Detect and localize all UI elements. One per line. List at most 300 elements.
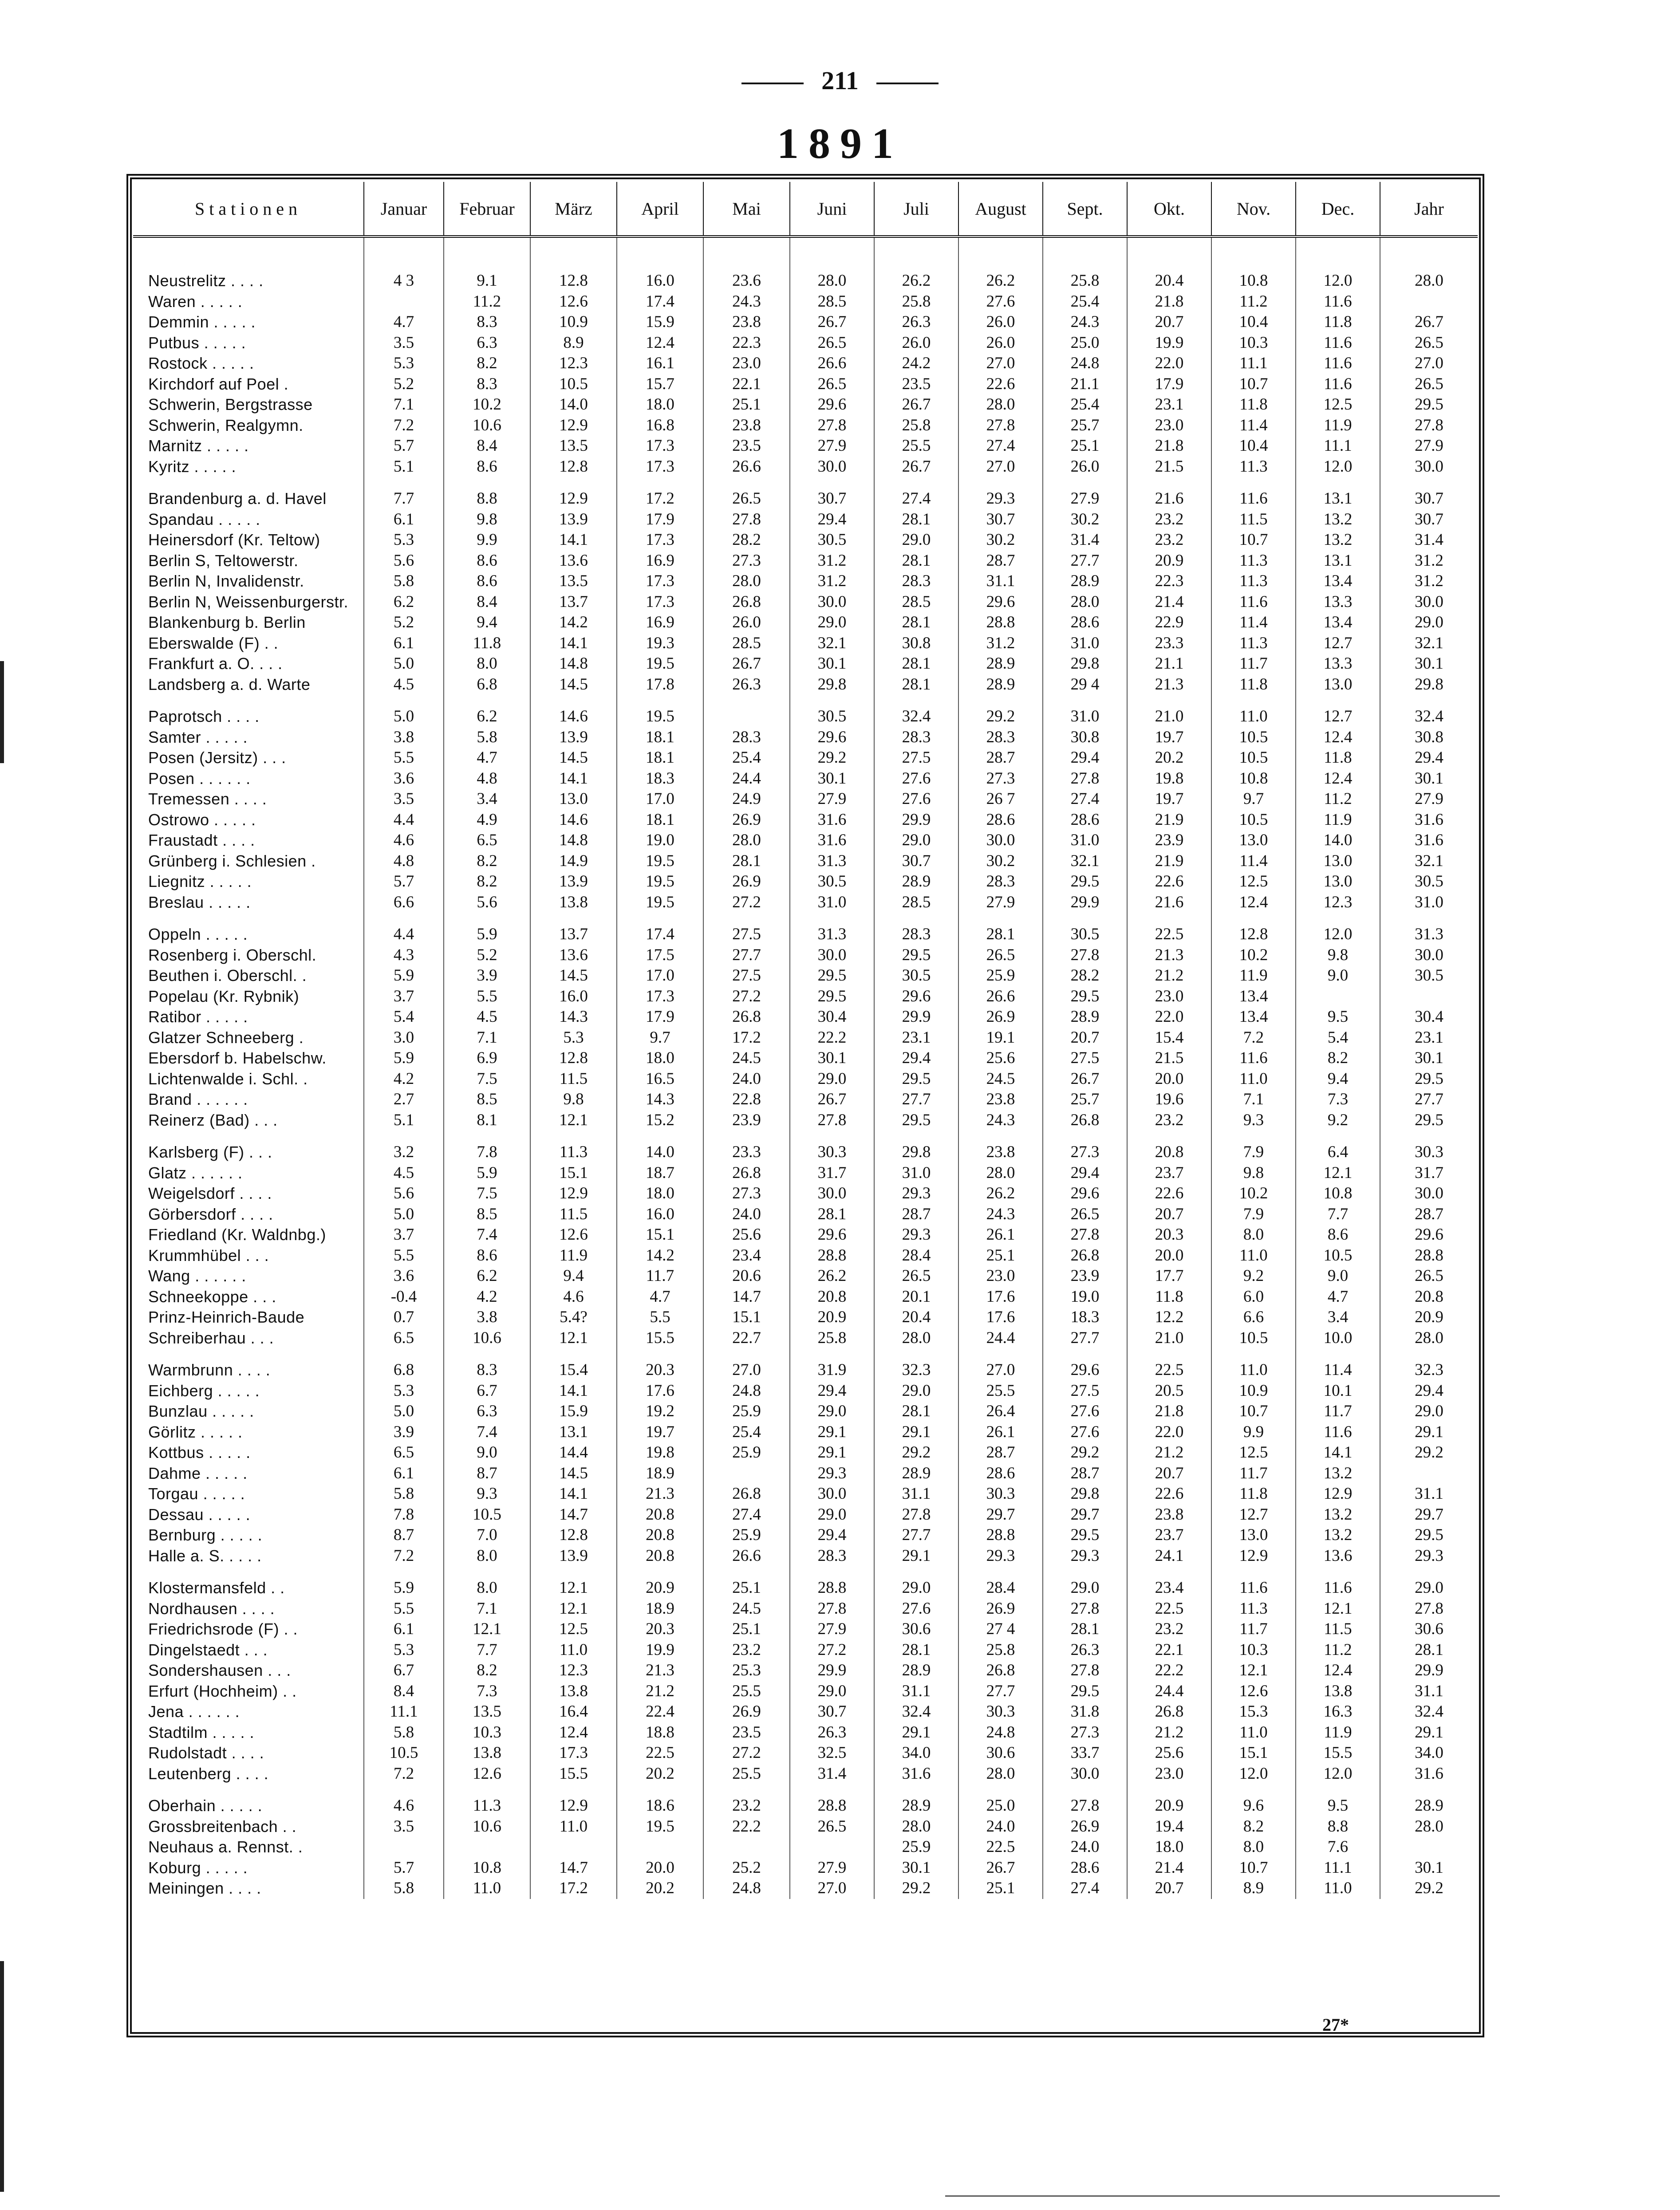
station-row — [133, 374, 1478, 395]
temperature-cell: 27.5 — [703, 913, 790, 945]
temperature-cell: 26.7 — [790, 1089, 874, 1110]
temperature-cell: 28.0 — [1380, 1328, 1478, 1349]
temperature-cell: 30.7 — [874, 851, 958, 872]
temperature-cell: 17.0 — [617, 789, 703, 810]
temperature-cell: 13.4 — [1211, 1007, 1296, 1028]
temperature-cell: 11.3 — [1211, 457, 1296, 477]
station-row — [133, 1089, 1478, 1110]
temperature-cell: 29.4 — [1380, 748, 1478, 768]
temperature-cell: 28.1 — [790, 1204, 874, 1225]
temperature-cell: 20.3 — [617, 1619, 703, 1640]
temperature-cell: 26.5 — [1380, 1266, 1478, 1287]
temperature-cell: 25.9 — [703, 1442, 790, 1463]
temperature-cell: 22.8 — [703, 1089, 790, 1110]
temperature-cell: 14.2 — [617, 1245, 703, 1266]
temperature-cell: 23.3 — [703, 1131, 790, 1163]
station-row — [133, 1816, 1478, 1837]
temperature-cell: 31.9 — [790, 1348, 874, 1381]
temperature-cell: 10.8 — [1211, 768, 1296, 789]
temperature-cell: 30.8 — [1043, 727, 1127, 748]
temperature-cell: 30.1 — [1380, 654, 1478, 674]
temperature-cell: 11.3 — [1211, 1599, 1296, 1619]
temperature-cell: 26.3 — [874, 312, 958, 333]
temperature-cell: 29.8 — [1043, 654, 1127, 674]
temperature-cell: 20.8 — [790, 1287, 874, 1308]
temperature-cell: 29.7 — [1043, 1505, 1127, 1525]
station-name: Lichtenwalde i. Schl. . — [148, 1069, 308, 1088]
temperature-cell: 25.8 — [1043, 236, 1127, 292]
temperature-cell: 30.4 — [1380, 1007, 1478, 1028]
temperature-cell: 23.4 — [703, 1245, 790, 1266]
station-name: Friedland (Kr. Waldnbg.) — [148, 1225, 326, 1244]
temperature-cell: 27.2 — [703, 1743, 790, 1764]
temperature-cell: 31.6 — [1380, 810, 1478, 831]
temperature-cell: 11.0 — [1211, 1069, 1296, 1090]
temperature-cell: 26.5 — [1380, 374, 1478, 395]
temperature-cell: 6.9 — [444, 1048, 530, 1069]
temperature-cell: 30.1 — [1380, 1858, 1478, 1879]
temperature-cell: 27.7 — [874, 1525, 958, 1546]
temperature-cell: 11.7 — [1211, 1619, 1296, 1640]
temperature-cell: 29.1 — [790, 1422, 874, 1443]
temperature-cell: 4.4 — [364, 810, 444, 831]
station-row — [133, 674, 1478, 695]
temperature-cell: 11.3 — [1211, 633, 1296, 654]
temperature-cell: 11.6 — [1296, 374, 1380, 395]
temperature-cell: 30.5 — [790, 695, 874, 727]
station-row — [133, 1505, 1478, 1525]
temperature-cell: 26.5 — [874, 1266, 958, 1287]
temperature-cell: 5.8 — [364, 1878, 444, 1899]
station-name: Posen (Jersitz) . . . — [148, 748, 286, 767]
temperature-cell: 10.5 — [1211, 1328, 1296, 1349]
temperature-cell: 11.0 — [530, 1816, 617, 1837]
temperature-cell: 29.5 — [1043, 871, 1127, 892]
temperature-cell: 22.6 — [1127, 871, 1211, 892]
temperature-cell: 27.0 — [958, 1348, 1043, 1381]
temperature-cell: 6.5 — [444, 830, 530, 851]
temperature-cell: 28.9 — [1380, 1784, 1478, 1816]
temperature-cell: 31.6 — [1380, 1764, 1478, 1785]
temperature-cell: 30.0 — [790, 1484, 874, 1505]
temperature-cell: 19.5 — [617, 654, 703, 674]
temperature-cell: 27.3 — [1043, 1722, 1127, 1743]
temperature-cell: 32.4 — [874, 1702, 958, 1722]
temperature-cell: 13.2 — [1296, 530, 1380, 551]
temperature-cell: 29.9 — [1043, 892, 1127, 913]
temperature-cell: 30.1 — [1380, 1048, 1478, 1069]
temperature-cell: 30.5 — [790, 530, 874, 551]
temperature-cell: 26.1 — [958, 1225, 1043, 1245]
temperature-cell: 10.7 — [1211, 374, 1296, 395]
page-number: 211 — [821, 66, 859, 95]
temperature-cell: 26.5 — [790, 374, 874, 395]
temperature-cell: 27.2 — [790, 1640, 874, 1661]
temperature-cell: 32.1 — [790, 633, 874, 654]
temperature-cell: 24.4 — [703, 768, 790, 789]
temperature-cell: 26.5 — [1043, 1204, 1127, 1225]
temperature-cell: 21.8 — [1127, 436, 1211, 457]
temperature-cell: 12.0 — [1211, 1764, 1296, 1785]
temperature-cell: 26.6 — [790, 353, 874, 374]
temperature-cell: 10.8 — [1211, 236, 1296, 292]
temperature-cell: 13.9 — [530, 871, 617, 892]
temperature-cell: 7.6 — [1296, 1837, 1380, 1858]
temperature-cell: 10.6 — [444, 415, 530, 436]
column-header: Februar — [444, 182, 530, 236]
temperature-cell: 5.5 — [444, 986, 530, 1007]
temperature-cell: 27.9 — [1380, 436, 1478, 457]
temperature-cell: 7.8 — [444, 1131, 530, 1163]
temperature-cell: 22.5 — [1127, 913, 1211, 945]
temperature-cell: 5.8 — [364, 571, 444, 592]
temperature-cell: 22.0 — [1127, 1007, 1211, 1028]
temperature-cell: 26.3 — [1043, 1640, 1127, 1661]
temperature-cell: 15.4 — [530, 1348, 617, 1381]
temperature-cell: 12.4 — [1296, 1660, 1380, 1681]
temperature-cell: 28.6 — [1043, 810, 1127, 831]
temperature-cell: 31.1 — [1380, 1681, 1478, 1702]
temperature-cell: 25.4 — [1043, 394, 1127, 415]
station-name: Torgau . . . . . — [148, 1485, 245, 1503]
temperature-cell: 10.4 — [1211, 436, 1296, 457]
temperature-cell: 3.5 — [364, 789, 444, 810]
temperature-cell: 28.7 — [1380, 1204, 1478, 1225]
temperature-cell: 12.5 — [530, 1619, 617, 1640]
station-name: Nordhausen . . . . — [148, 1599, 275, 1618]
station-row — [133, 1401, 1478, 1422]
temperature-cell: 28.0 — [1380, 1816, 1478, 1837]
temperature-cell: 10.4 — [1211, 312, 1296, 333]
temperature-cell: 7.1 — [444, 1028, 530, 1048]
temperature-cell: 11.7 — [1296, 1401, 1380, 1422]
temperature-cell: 11.5 — [530, 1204, 617, 1225]
temperature-cell: 27.8 — [1380, 415, 1478, 436]
temperature-cell: 25.5 — [874, 436, 958, 457]
temperature-cell: 12.5 — [1211, 1442, 1296, 1463]
temperature-cell: 30.6 — [958, 1743, 1043, 1764]
temperature-cell: 14.1 — [1296, 1442, 1380, 1463]
temperature-cell: 8.7 — [364, 1525, 444, 1546]
temperature-cell: 5.4 — [1296, 1028, 1380, 1048]
temperature-cell: 30.2 — [958, 530, 1043, 551]
station-name: Posen . . . . . . — [148, 769, 251, 788]
temperature-cell: 23.7 — [1127, 1525, 1211, 1546]
temperature-cell: 29.5 — [1043, 1525, 1127, 1546]
temperature-cell: 29.4 — [790, 1525, 874, 1546]
temperature-cell: 28.1 — [1380, 1640, 1478, 1661]
temperature-cell: 8.0 — [444, 654, 530, 674]
temperature-cell: 26.2 — [958, 236, 1043, 292]
temperature-cell — [364, 292, 444, 312]
temperature-cell: 23.2 — [1127, 509, 1211, 530]
temperature-cell: 13.3 — [1296, 654, 1380, 674]
temperature-cell: 26.7 — [958, 1858, 1043, 1879]
temperature-cell: 5.1 — [364, 457, 444, 477]
temperature-cell: 11.7 — [1211, 1463, 1296, 1484]
temperature-cell: 22.3 — [1127, 571, 1211, 592]
temperature-cell: 11.0 — [1211, 1348, 1296, 1381]
temperature-cell: 23.3 — [1127, 633, 1211, 654]
temperature-cell: 29.5 — [1380, 1110, 1478, 1131]
temperature-cell: 12.9 — [1296, 1484, 1380, 1505]
temperature-cell: 4.7 — [617, 1287, 703, 1308]
temperature-cell: 30.3 — [958, 1484, 1043, 1505]
temperature-cell: 23.9 — [1127, 830, 1211, 851]
temperature-cell: 29.6 — [1043, 1348, 1127, 1381]
temperature-cell: 11.5 — [530, 1069, 617, 1090]
temperature-cell: 13.0 — [1296, 871, 1380, 892]
temperature-cell: 12.1 — [530, 1328, 617, 1349]
temperature-cell: 25.8 — [874, 415, 958, 436]
temperature-cell: 17.8 — [617, 674, 703, 695]
station-name: Dingelstaedt . . . — [148, 1640, 268, 1659]
temperature-cell: 10.3 — [444, 1722, 530, 1743]
station-name: Friedrichsrode (F) . . — [148, 1620, 298, 1639]
temperature-cell: 31.6 — [874, 1764, 958, 1785]
temperature-cell: 14.6 — [530, 810, 617, 831]
dash-left — [741, 83, 804, 84]
temperature-cell: 26.8 — [703, 1163, 790, 1184]
temperature-cell: 11.6 — [1211, 1048, 1296, 1069]
temperature-cell: 19.3 — [617, 633, 703, 654]
temperature-cell: 12.4 — [617, 333, 703, 354]
temperature-cell: 26.9 — [958, 1007, 1043, 1028]
temperature-cell: 12.7 — [1296, 695, 1380, 727]
temperature-cell: 27 4 — [958, 1619, 1043, 1640]
temperature-cell: 13.0 — [1211, 1525, 1296, 1546]
temperature-cell: 30.8 — [1380, 727, 1478, 748]
temperature-cell — [703, 695, 790, 727]
temperature-cell: 23.2 — [1127, 1110, 1211, 1131]
temperature-cell: 5.2 — [364, 612, 444, 633]
temperature-cell: 19.8 — [617, 1442, 703, 1463]
temperature-cell: 11.3 — [1211, 571, 1296, 592]
station-name: Fraustadt . . . . — [148, 831, 255, 850]
temperature-cell: 27.9 — [1380, 789, 1478, 810]
temperature-cell: 27.6 — [874, 1599, 958, 1619]
station-row — [133, 1858, 1478, 1879]
temperature-cell: 28.9 — [958, 674, 1043, 695]
temperature-cell: 14.1 — [530, 530, 617, 551]
temperature-cell: 27.6 — [958, 292, 1043, 312]
temperature-cell: 28.8 — [790, 1784, 874, 1816]
temperature-cell: 21.9 — [1127, 810, 1211, 831]
temperature-cell: 30.0 — [790, 457, 874, 477]
temperature-cell: 14.7 — [530, 1505, 617, 1525]
temperature-cell: 11.9 — [1296, 415, 1380, 436]
temperature-cell: 30.0 — [790, 592, 874, 613]
temperature-cell: 27.8 — [1043, 768, 1127, 789]
temperature-cell: 18.0 — [1127, 1837, 1211, 1858]
temperature-cell: 13.4 — [1211, 986, 1296, 1007]
temperature-cell: 32.4 — [1380, 1702, 1478, 1722]
temperature-cell: 28.5 — [703, 633, 790, 654]
temperature-cell: 31.0 — [1043, 830, 1127, 851]
temperature-cell: 6.2 — [444, 695, 530, 727]
station-name: Stadtilm . . . . . — [148, 1723, 255, 1741]
temperature-cell: 7.5 — [444, 1183, 530, 1204]
temperature-cell: 30.0 — [1380, 457, 1478, 477]
temperature-cell: 17.3 — [617, 986, 703, 1007]
temperature-cell: 16.9 — [617, 551, 703, 571]
temperature-cell: 12.1 — [530, 1110, 617, 1131]
temperature-cell: 11.6 — [1296, 1566, 1380, 1599]
temperature-cell: 17.3 — [617, 457, 703, 477]
temperature-cell: 28.9 — [874, 1660, 958, 1681]
temperature-cell: 27.9 — [790, 789, 874, 810]
temperature-cell: 6.3 — [444, 1401, 530, 1422]
temperature-cell: 5.9 — [444, 1163, 530, 1184]
station-name: Ratibor . . . . . — [148, 1008, 248, 1026]
temperature-cell: 27.8 — [1043, 1225, 1127, 1245]
temperature-cell: 26.9 — [703, 810, 790, 831]
temperature-cell: 24.0 — [703, 1204, 790, 1225]
temperature-cell: 29.0 — [1380, 1401, 1478, 1422]
temperature-cell: 20.4 — [1127, 236, 1211, 292]
temperature-cell: 17.4 — [617, 913, 703, 945]
temperature-cell: 23.9 — [1043, 1266, 1127, 1287]
temperature-cell: 21.2 — [1127, 1442, 1211, 1463]
temperature-cell: 4.7 — [1296, 1287, 1380, 1308]
temperature-cell: 26.8 — [1043, 1245, 1127, 1266]
temperature-cell: 24.8 — [1043, 353, 1127, 374]
temperature-cell: 26.6 — [958, 986, 1043, 1007]
temperature-cell: 13.9 — [530, 727, 617, 748]
temperature-cell: 27.3 — [958, 768, 1043, 789]
temperature-cell: 27.6 — [1043, 1422, 1127, 1443]
temperature-cell: 8.2 — [1296, 1048, 1380, 1069]
temperature-cell: 22.3 — [703, 333, 790, 354]
temperature-cell: 12.9 — [1211, 1546, 1296, 1567]
temperature-cell: 28.9 — [874, 1463, 958, 1484]
station-row — [133, 768, 1478, 789]
station-name: Schwerin, Bergstrasse — [148, 395, 313, 414]
station-name: Dahme . . . . . — [148, 1464, 248, 1482]
temperature-cell: 29.3 — [1380, 1546, 1478, 1567]
temperature-cell: 26.3 — [790, 1722, 874, 1743]
temperature-cell: 24.0 — [703, 1069, 790, 1090]
temperature-cell: 4 3 — [364, 236, 444, 292]
temperature-cell: 28.3 — [958, 727, 1043, 748]
temperature-cell: 31.1 — [874, 1681, 958, 1702]
temperature-cell: 23.8 — [1127, 1505, 1211, 1525]
temperature-cell: 12.7 — [1211, 1505, 1296, 1525]
station-row — [133, 1328, 1478, 1349]
station-row — [133, 312, 1478, 333]
temperature-cell: 23.1 — [1380, 1028, 1478, 1048]
temperature-cell: 27.9 — [958, 892, 1043, 913]
temperature-cell: 18.6 — [617, 1784, 703, 1816]
temperature-cell: 7.7 — [364, 477, 444, 509]
temperature-cell: 28.1 — [874, 654, 958, 674]
station-row — [133, 1163, 1478, 1184]
temperature-cell: 9.8 — [1296, 945, 1380, 966]
temperature-cell: 18.7 — [617, 1163, 703, 1184]
temperature-cell: 29.0 — [790, 612, 874, 633]
temperature-cell: 11.2 — [1296, 789, 1380, 810]
temperature-cell: 5.3 — [364, 1640, 444, 1661]
temperature-cell: 25.9 — [703, 1525, 790, 1546]
temperature-cell: 32.1 — [1380, 851, 1478, 872]
temperature-cell: 9.3 — [1211, 1110, 1296, 1131]
station-name: Eichberg . . . . . — [148, 1381, 260, 1400]
temperature-cell: 2.7 — [364, 1089, 444, 1110]
station-name: Görlitz . . . . . — [148, 1422, 243, 1441]
temperature-cell: 7.9 — [1211, 1204, 1296, 1225]
temperature-cell: 18.9 — [617, 1599, 703, 1619]
temperature-cell: 19.5 — [617, 892, 703, 913]
temperature-cell: 12.8 — [530, 1525, 617, 1546]
temperature-cell: 14.8 — [530, 830, 617, 851]
temperature-cell: 8.2 — [444, 871, 530, 892]
temperature-cell: 26.5 — [958, 945, 1043, 966]
station-name: Breslau . . . . . — [148, 893, 251, 911]
temperature-cell: 8.3 — [444, 374, 530, 395]
station-row — [133, 727, 1478, 748]
temperature-cell: 26.0 — [703, 612, 790, 633]
temperature-cell: 16.5 — [617, 1069, 703, 1090]
station-row — [133, 1784, 1478, 1816]
temperature-cell: 7.2 — [1211, 1028, 1296, 1048]
temperature-cell: 6.7 — [444, 1381, 530, 1402]
temperature-cell: 13.8 — [444, 1743, 530, 1764]
temperature-cell: 27.8 — [1043, 1599, 1127, 1619]
temperature-cell: 29.4 — [1043, 748, 1127, 768]
temperature-cell: 20.8 — [617, 1525, 703, 1546]
temperature-cell: 5.3 — [364, 530, 444, 551]
temperature-cell: 23.5 — [703, 1722, 790, 1743]
temperature-cell: 26.9 — [1043, 1816, 1127, 1837]
temperature-cell: 23.0 — [958, 1266, 1043, 1287]
temperature-cell: 27.3 — [1043, 1131, 1127, 1163]
temperature-cell: 13.8 — [530, 892, 617, 913]
temperature-cell: 19.5 — [617, 695, 703, 727]
station-row — [133, 1878, 1478, 1899]
temperature-cell: 5.5 — [364, 748, 444, 768]
temperature-cell: 14.1 — [530, 1484, 617, 1505]
temperature-cell: 27.8 — [1043, 945, 1127, 966]
temperature-cell: 7.1 — [364, 394, 444, 415]
temperature-cell: 29.8 — [874, 1131, 958, 1163]
temperature-cell: 10.3 — [1211, 1640, 1296, 1661]
station-name: Görbersdorf . . . . — [148, 1205, 273, 1223]
temperature-cell: 8.0 — [444, 1566, 530, 1599]
temperature-cell: 25.5 — [703, 1681, 790, 1702]
temperature-cell: 29.9 — [1380, 1660, 1478, 1681]
temperature-cell: 14.8 — [530, 654, 617, 674]
temperature-cell — [790, 1837, 874, 1858]
temperature-cell: 18.1 — [617, 748, 703, 768]
temperature-cell: 26.1 — [958, 1422, 1043, 1443]
temperature-cell: 27.7 — [958, 1681, 1043, 1702]
station-row — [133, 1681, 1478, 1702]
temperature-cell: 24.0 — [1043, 1837, 1127, 1858]
temperature-cell: 12.2 — [1127, 1307, 1211, 1328]
station-row — [133, 965, 1478, 986]
temperature-cell: 30.7 — [1380, 509, 1478, 530]
temperature-cell: 12.3 — [530, 353, 617, 374]
temperature-cell: 30.5 — [1043, 913, 1127, 945]
temperature-cell: 7.7 — [1296, 1204, 1380, 1225]
temperature-cell: 23.4 — [1127, 1566, 1211, 1599]
temperature-cell: 6.5 — [364, 1442, 444, 1463]
station-row — [133, 1183, 1478, 1204]
temperature-cell: 30.1 — [1380, 768, 1478, 789]
temperature-cell: 31.2 — [790, 571, 874, 592]
temperature-cell: 28.2 — [703, 530, 790, 551]
temperature-cell: 28.6 — [1043, 1858, 1127, 1879]
